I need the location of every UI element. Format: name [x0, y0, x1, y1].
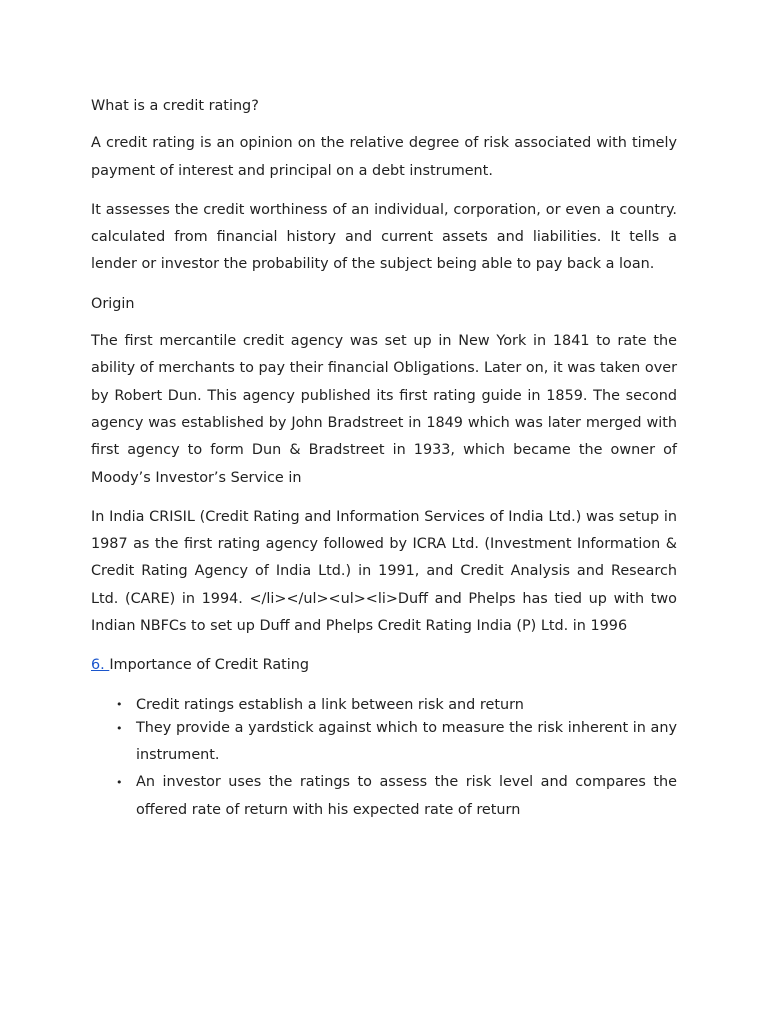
bullet-dot-icon: • — [116, 721, 123, 735]
bullet-dot-icon: • — [116, 697, 123, 711]
importance-heading: Importance of Credit Rating — [109, 657, 310, 674]
list-item-text: An investor uses the ratings to assess the risk level and compares the offered rate of return with his expected rate of return — [136, 774, 677, 818]
assessment-paragraph: It assesses the credit worthiness of an individual, corporation, or even a country. calculated from financial history and current assets and liabilities. It tells a lender or investor the probability of the subject being able to pay back a loan. — [91, 201, 677, 273]
origin-paragraph: The first mercantile credit agency was set up in New York in 1841 to rate the ability of merchants to pay their financial Obligations. Later on, it was taken over by Robert Dun. This agency published its first rating guide in 1859. The second agency was established by John Bradstreet in 1849 which was later merged with first agency to form Dun & Bradstreet in 1933, which became the owner of Moody’s Investor’s Service in — [91, 333, 677, 486]
importance-list — [91, 695, 677, 824]
list-item — [116, 715, 677, 770]
origin-heading: Origin — [91, 295, 135, 312]
section-number-link[interactable]: 6. — [91, 657, 110, 674]
definition-paragraph: A credit rating is an opinion on the relative degree of risk associated with timely payment of interest and principal on a debt instrument. — [91, 135, 677, 179]
question-heading: What is a credit rating? — [91, 98, 259, 114]
bullet-dot-icon: • — [116, 776, 123, 790]
importance-heading-line — [91, 652, 677, 679]
list-item-text: Credit ratings establish a link between risk and return — [136, 696, 524, 713]
india-paragraph: In India CRISIL (Credit Rating and Information Services of India Ltd.) was setup in 1987 as the first rating agency followed by ICRA Ltd. (Investment Information & Credit Rating Agency of India Ltd.) in 1991, and Credit Analysis and Research Ltd. (CARE) in 1994. </li></ul><ul><li>Duff and Phelps has tied up with two Indian NBFCs to set up Duff and Phelps Credit Rating India (P) Ltd. in 1996 — [91, 508, 677, 635]
list-item — [116, 769, 677, 824]
list-item-text: They provide a yardstick against which to measure the risk inherent in any instrument. — [136, 719, 677, 763]
list-item — [116, 695, 677, 715]
